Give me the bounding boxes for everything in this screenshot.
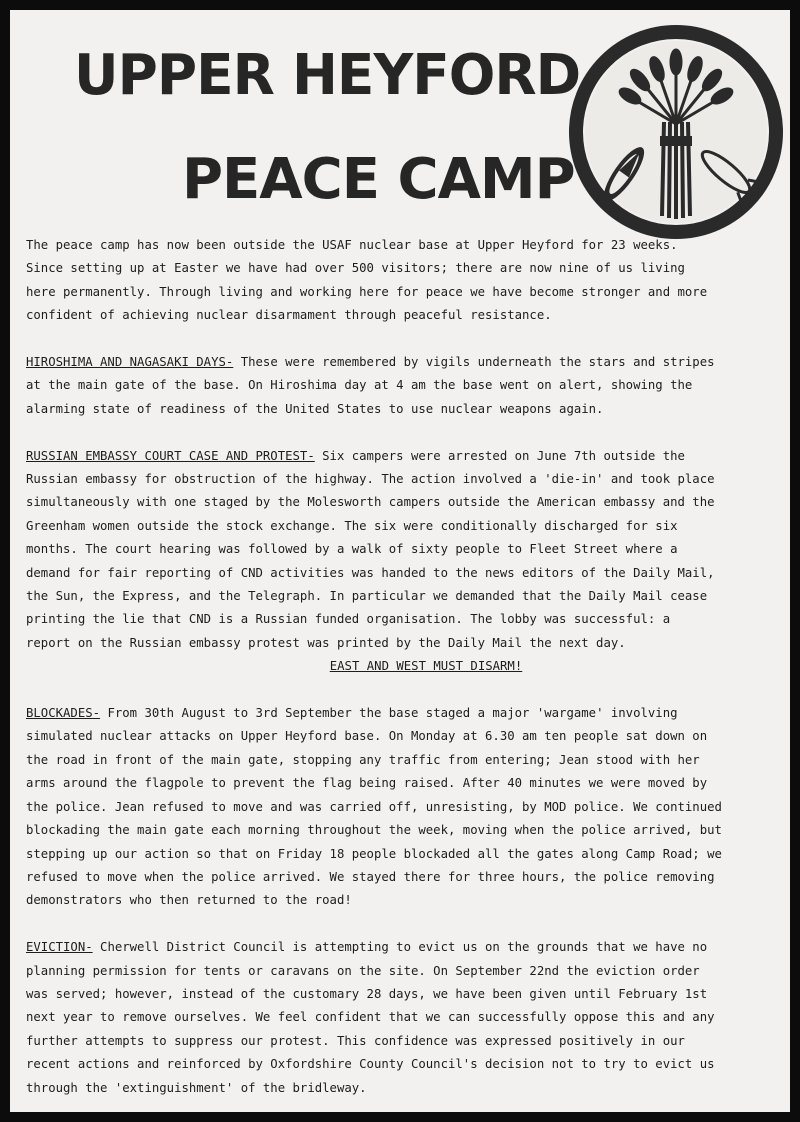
blockades-line: blockading the main gate each morning throughout the week, moving when the police arrived, but bbox=[26, 823, 722, 838]
blockades-line: the police. Jean refused to move and was carried off, unresisting, by MOD police. We continued bbox=[26, 799, 722, 814]
embassy-line: Russian embassy for obstruction of the highway. The action involved a 'die-in' and took place bbox=[26, 472, 715, 487]
eviction-line: through the 'extinguishment' of the bridleway. bbox=[26, 1080, 367, 1095]
section-heading-embassy: RUSSIAN EMBASSY COURT CASE AND PROTEST- bbox=[26, 448, 315, 463]
embassy-line: printing the lie that CND is a Russian funded organisation. The lobby was successful: a bbox=[26, 612, 671, 627]
blockades-line-1: BLOCKADES- From 30th August to 3rd September the base staged a major 'wargame' involving bbox=[26, 706, 678, 721]
hiroshima-line: alarming state of readiness of the United States to use nuclear weapons again. bbox=[26, 401, 604, 416]
eviction-line: was served; however, instead of the customary 28 days, we have been given until February 1st bbox=[26, 986, 708, 1001]
embassy-line: months. The court hearing was followed by a walk of sixty people to Fleet Street where a bbox=[26, 542, 678, 557]
blockades-line: demonstrators who then returned to the road! bbox=[26, 893, 352, 908]
eviction-line: planning permission for tents or caravans on the site. On September 22nd the eviction order bbox=[26, 963, 700, 978]
intro-line: here permanently. Through living and working here for peace we have become stronger and more bbox=[26, 284, 708, 299]
embassy-line-1: RUSSIAN EMBASSY COURT CASE AND PROTEST- Six campers were arrested on June 7th outside the bbox=[26, 448, 685, 463]
blockades-line: refused to move when the police arrived. We stayed there for three hours, the police removing bbox=[26, 869, 715, 884]
section-heading-eviction: EVICTION- bbox=[26, 940, 93, 955]
embassy-line: the Sun, the Express, and the Telegraph. In particular we demanded that the Daily Mail cease bbox=[26, 589, 708, 604]
hiroshima-line: at the main gate of the base. On Hiroshima day at 4 am the base went on alert, showing the bbox=[26, 378, 693, 393]
embassy-line: Greenham women outside the stock exchange. The six were conditionally discharged for six bbox=[26, 518, 678, 533]
blockades-line: the road in front of the main gate, stopping any traffic from entering; Jean stood with her bbox=[26, 752, 700, 767]
eviction-line: recent actions and reinforced by Oxfordshire County Council's decision not to try to evict us bbox=[26, 1057, 715, 1072]
blockades-line: simulated nuclear attacks on Upper Heyford base. On Monday at 6.30 am ten people sat down on bbox=[26, 729, 708, 744]
embassy-line: simultaneously with one staged by the Molesworth campers outside the American embassy and the bbox=[26, 495, 715, 510]
embassy-line: report on the Russian embassy protest was printed by the Daily Mail the next day. bbox=[26, 635, 626, 650]
section-heading-hiroshima: HIROSHIMA AND NAGASAKI DAYS- bbox=[26, 355, 234, 370]
eviction-line-1: EVICTION- Cherwell District Council is attempting to evict us on the grounds that we have no bbox=[26, 940, 708, 955]
section-heading-blockades: BLOCKADES- bbox=[26, 706, 101, 721]
leaflet-page bbox=[10, 10, 790, 1112]
blockades-line: stepping up our action so that on Friday 18 people blockaded all the gates along Camp Road; we bbox=[26, 846, 722, 861]
intro-line: confident of achieving nuclear disarmament through peaceful resistance. bbox=[26, 308, 552, 323]
headline-line-1: UPPER HEYFORD bbox=[74, 43, 581, 108]
hiroshima-line-1: HIROSHIMA AND NAGASAKI DAYS- These were remembered by vigils underneath the stars and stripes bbox=[26, 355, 715, 370]
article-body bbox=[26, 234, 786, 1100]
intro-line: The peace camp has now been outside the USAF nuclear base at Upper Heyford for 23 weeks. bbox=[26, 238, 678, 252]
eviction-line: further attempts to suppress our protest. This confidence was expressed positively in our bbox=[26, 1033, 685, 1048]
blockades-line: arms around the flagpole to prevent the flag being raised. After 40 minutes we were moved by bbox=[26, 776, 708, 791]
wheat-sheaf-emblem-icon bbox=[568, 24, 784, 240]
intro-line: Since setting up at Easter we have had over 500 visitors; there are now nine of us living bbox=[26, 261, 685, 276]
headline-line-2: PEACE CAMP bbox=[182, 147, 575, 212]
slogan-east-west: EAST AND WEST MUST DISARM! bbox=[329, 659, 523, 674]
eviction-line: next year to remove ourselves. We feel confident that we can successfully oppose this and any bbox=[26, 1010, 715, 1025]
embassy-line: demand for fair reporting of CND activities was handed to the news editors of the Daily Mail, bbox=[26, 565, 715, 580]
